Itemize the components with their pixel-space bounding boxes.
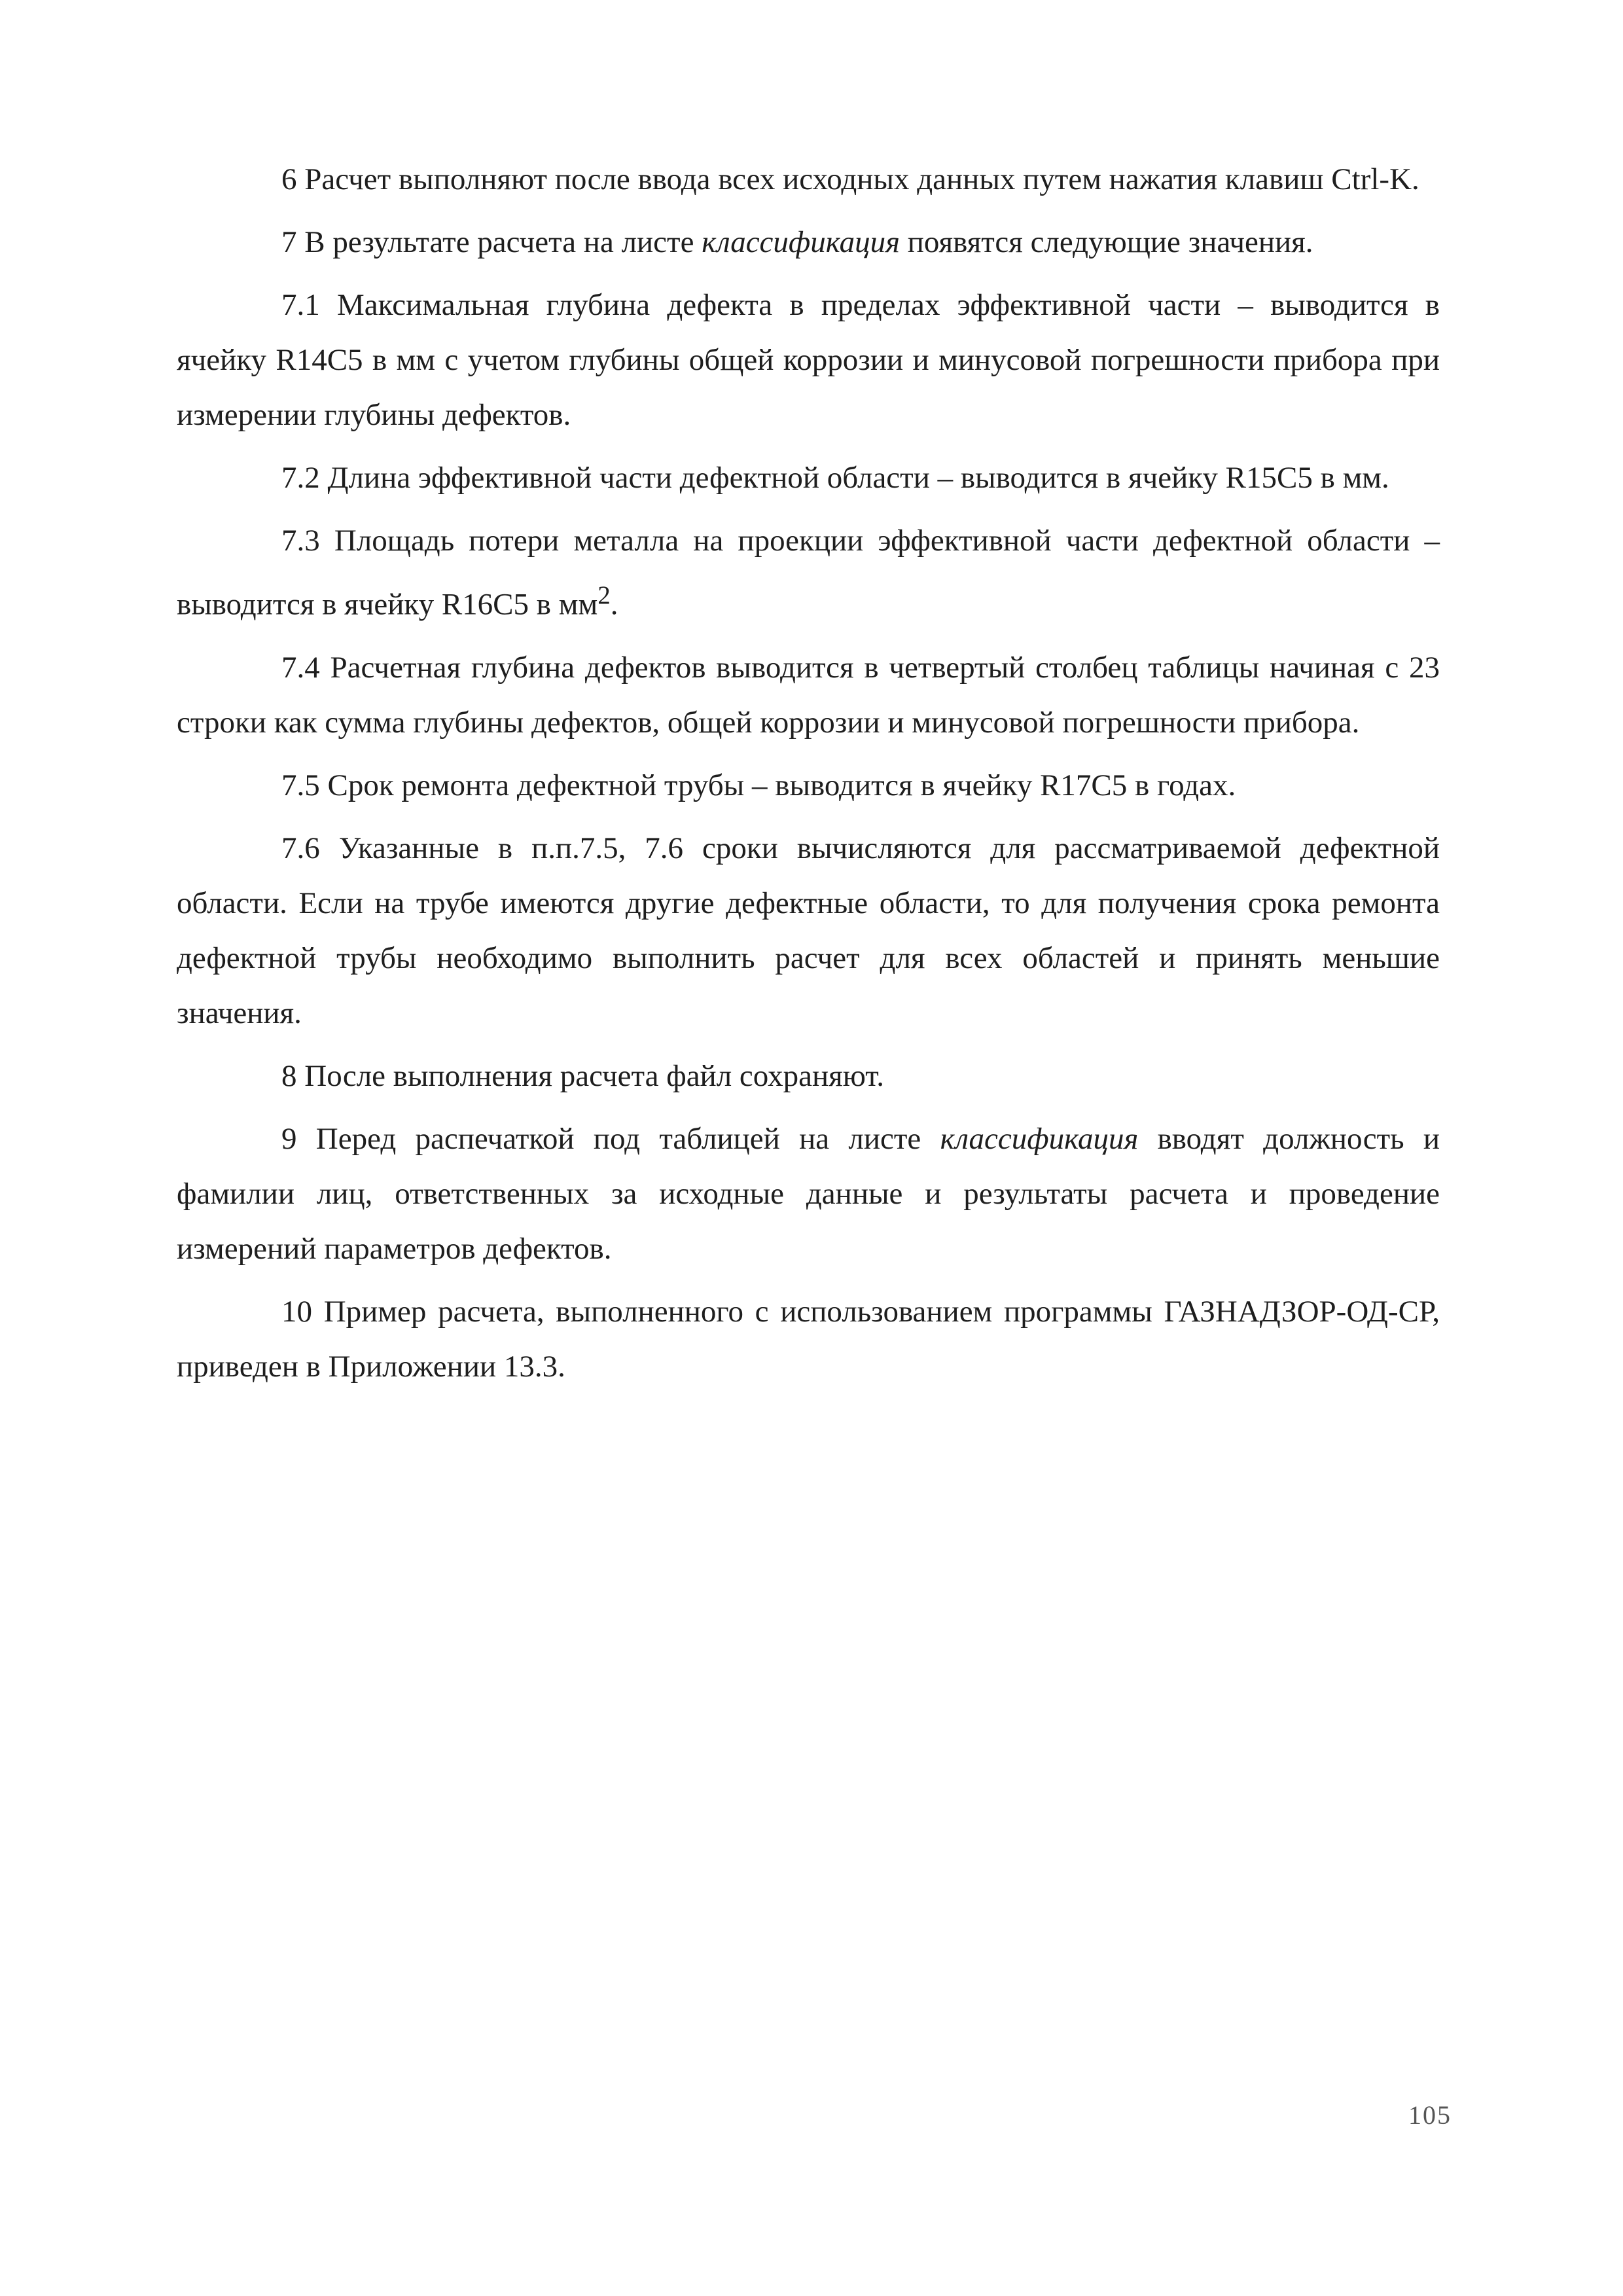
italic-term: классификация <box>940 1121 1139 1156</box>
paragraph-text: появятся следующие значения. <box>899 225 1313 259</box>
paragraph-text: . <box>610 587 618 622</box>
paragraph-text: 7.6 Указанные в п.п.7.5, 7.6 сроки вычисляются для рассматриваемой дефектной области. Если на трубе имеются другие дефектные области, то для получения срока ремонта дефектной трубы необходимо выполнить расчет для всех областей и принять меньшие значения. <box>177 831 1440 1030</box>
paragraph-text: вводят должность и фамилии лиц, ответственных за исходные данные и результаты расчета и проведение измерений параметров дефектов. <box>177 1121 1440 1266</box>
paragraph-text: 10 Пример расчета, выполненного с использованием программы ГАЗНАДЗОР-ОД-СР, приведен в Приложении 13.3. <box>177 1294 1440 1384</box>
paragraph-7 <box>177 215 1440 270</box>
paragraph-6 <box>177 152 1440 207</box>
paragraph-9 <box>177 1111 1440 1276</box>
paragraph-7-3 <box>177 513 1440 632</box>
paragraph-text: 7.3 Площадь потери металла на проекции эффективной части дефектной области – выводится в ячейку R16C5 в мм <box>177 524 1440 622</box>
paragraph-10 <box>177 1284 1440 1394</box>
paragraph-text: 7.2 Длина эффективной части дефектной области – выводится в ячейку R15C5 в мм. <box>281 461 1389 495</box>
paragraph-7-2 <box>177 450 1440 505</box>
document-body <box>177 152 1440 1402</box>
paragraph-7-6 <box>177 821 1440 1041</box>
paragraph-text: 9 Перед распечаткой под таблицей на листе <box>281 1121 940 1156</box>
paragraph-text: 7.1 Максимальная глубина дефекта в пределах эффективной части – выводится в ячейку R14C5 в мм с учетом глубины общей коррозии и минусовой погрешности прибора при измерении глубины дефектов. <box>177 288 1440 432</box>
italic-term: классификация <box>702 225 900 259</box>
paragraph-8 <box>177 1049 1440 1103</box>
paragraph-text: 7.5 Срок ремонта дефектной трубы – выводится в ячейку R17C5 в годах. <box>281 768 1236 802</box>
superscript: 2 <box>597 581 611 609</box>
paragraph-7-4 <box>177 640 1440 750</box>
paragraph-text: 7.4 Расчетная глубина дефектов выводится в четвертый столбец таблицы начиная с 23 строки как сумма глубины дефектов, общей коррозии и минусовой погрешности прибора. <box>177 650 1440 740</box>
page-number: 105 <box>1408 2100 1452 2130</box>
paragraph-text: 7 В результате расчета на листе <box>281 225 702 259</box>
paragraph-7-5 <box>177 758 1440 813</box>
paragraph-7-1 <box>177 278 1440 442</box>
paragraph-text: 6 Расчет выполняют после ввода всех исходных данных путем нажатия клавиш Ctrl-K. <box>281 162 1419 196</box>
paragraph-text: 8 После выполнения расчета файл сохраняют. <box>281 1058 884 1093</box>
